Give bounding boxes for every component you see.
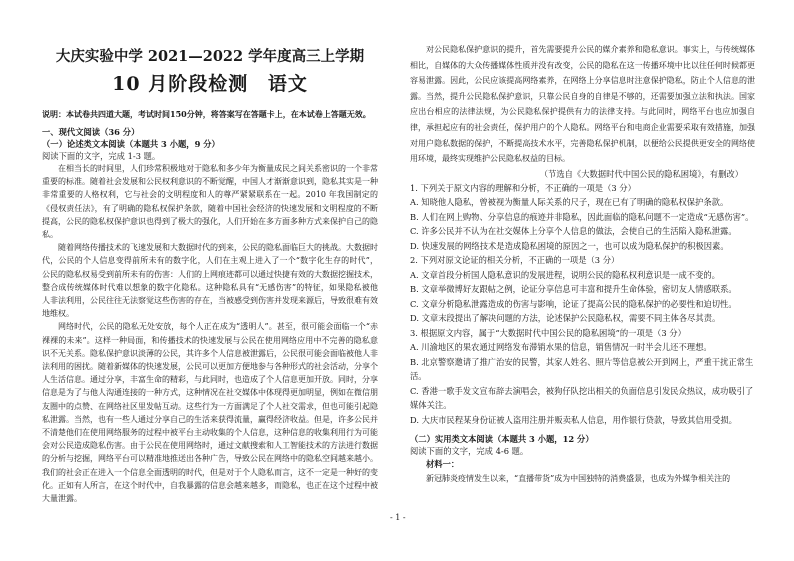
question-option: D. 快速发展的网络技术是造成隐私困境的原因之一，也可以成为隐私保护的积极因素。 (410, 240, 729, 251)
question-stem: 1. 下列关于原文内容的理解和分析，不正确的一项是（3 分） (410, 182, 636, 193)
question-block (410, 181, 755, 254)
question-option: A. 文章首段分析国人隐私意识的发展进程，说明公民的隐私权利意识是一成不变的。 (410, 269, 720, 280)
exam-school-title: 大庆实验中学 2021—2022 学年度高三上学期 (55, 48, 365, 65)
left-column (42, 40, 378, 505)
question-option: C. 文章分析隐私泄露造成的伤害与影响，论证了提高公民的隐私保护的必要性和迫切性。 (410, 298, 737, 309)
article-paragraph: 对公民隐私保护意识的提升，首先需要提升公民的媒介素养和隐私意识。事实上，与传统媒体相比，自媒体的大众传播媒体性质并没有改变，公民的隐私在这一传播环境中比以往任何时候都更容易泄露。因此，公民应该提高网络素养，在网络上分享信息时注意保护隐私，防止个人信息的泄露。当然，提升公民隐私保护意识，只靠公民自身的自律是不够的，还需要加强立法和执法。国家应出台相应的法律法规，为公民隐私保护提供有力的法律支持。与此同时，网络平台也应加强自律，承担起应有的社会责任，保护用户的个人隐私。网络平台和电商企业需要采取有效措施，加强对用户隐私数据的保护，不断提高技术水平，完善隐私保护机制，以便给公民提供更安全的网络使用环境，最终实现维护公民隐私权益的目标。 (410, 45, 755, 164)
question-option: B. 人们在网上购物、分享信息的痕迹并非隐私，因此面临的隐私问题不一定造成“无感伤害”。 (410, 211, 754, 222)
question-option: C. 香港一歌手发文宣布辞去演唱会，被狗仔队挖出相关的负面信息引发民众热议，成功吸引了媒体关注。 (410, 385, 754, 411)
question-option: A. 川渝地区的果农通过网络发布滞销水果的信息，销售情况一时半会儿还不理想。 (410, 342, 712, 353)
article-paragraph: 新冠肺炎疫情发生以来，“直播带货”成为中国独特的消费盛景，也成为外媒争相关注的 (426, 474, 731, 484)
article-paragraph: 随着网络传播技术的飞速发展和大数据时代的到来，公民的隐私面临巨大的挑战。大数据时代，公民的个人信息变得前所未有的数字化，人们在主观上进入了一个“数字化生存的时代”，公民的隐私权易受到前所未有的伤害：人们的上网痕迹都可以通过快捷有效的大数据挖掘技术，整合成传统媒体时代难以想象的数字化隐私。这种隐私具有“无感伤害”的特征，如果隐私被他人非法利用，公民往往无法察觉这些伤害的存在，当被感受到伤害并发现来源后，导致很难有效地维权。 (42, 243, 378, 319)
exam-title-part-b: 语文 (267, 73, 308, 95)
question-option: D. 大庆市民程某身份证被人盗用注册并贩卖私人信息，用作银行贷款，导致其信用受损。 (410, 414, 737, 425)
question-option: C. 许多公民并不认为在社交媒体上分享个人信息的做法，会使自己的生活陷入隐私泄露。 (410, 226, 737, 237)
article-paragraph: 网络时代，公民的隐私无处安放，每个人正在成为“透明人”。甚至，很可能会面临一个“赤裸裸的未来”。这样一种局面，和传播技术的快速发展与公民在使用网络应用中不完善的隐私意识不无关系。隐私保护意识淡薄的公民，其许多个人信息被泄露后，公民很可能会面临被他人非法利用的困扰。随着新媒体的快速发展，公民可以更加方便地参与各种形式的社会活动，分享个人生活信息。通过分享，丰富生命的精彩，与此同时，也造成了个人信息更加开放。同时，分享信息是为了与他人沟通连接的一种方式，这种情况在社交媒体中体现得更加明显，例如在微信朋友圈中的点赞、在网络社区里发帖互动。这些行为一方面满足了个人社交需求，但也可能引起隐私泄露。当然，也有一些人通过分享自己的生活来获得流量，赢得经济收益。但是，许多公民并不清楚他们在使用网络服务的过程中被平台主动收集的个人信息，这种信息的收集利用行为可能会对公民造成隐私伤害。由于公民在使用网络时，通过文献搜索和人工智能技术的方法进行数据的分析与挖掘，网络平台可以精准地推送出各种广告，导致公民在网络中的隐私空间越来越小。我们的社会正在进入一个信息全面透明的时代，但是对于个人隐私而言，这不一定是一种好的变化。正如有人所言，在这个时代中，自我暴露的信息会越来越多，而隐私，也正在这个过程中被大量泄露。 (42, 322, 378, 504)
subsection-heading: （一）论述类文本阅读（本题共 3 小题，9 分） (42, 139, 220, 149)
section-heading: 一、现代文阅读（36 分） (42, 127, 140, 137)
question-block (410, 326, 755, 428)
right-column (410, 42, 755, 487)
exam-main-title (42, 72, 378, 96)
question-stem: 3. 根据原文内容，属于“大数据时代中国公民的隐私困境”的一项是（3 分） (410, 327, 686, 338)
exam-notice: 说明：本试卷共四道大题，考试时间150分钟，将答案写在答题卡上，在本试卷上答题无效。 (42, 109, 371, 119)
exam-title-part-a: 10 月阶段检测 (112, 73, 249, 95)
article-paragraph: 在相当长的时间里，人们珍常积极地对于隐私和多少年为衡量成民之间关系密识的一个非常重要的标准。随着社会发展和公民权利意识的不断觉醒，中国人才渐渐意识到，隐私其实是一种非常重要的人格权利，它与社会的文明程度和人的尊严紧紧联系在一起。2010 年我国制定的《侵权责任法》，有了明确的隐私权保护条款，随着中国社会经济的快速发展和文明程度的不断提高，公民的隐私权保护意识也得到了极大的强化，人们开始在多方面多种方式来保护自己的隐私。 (42, 164, 378, 240)
question-stem: 2. 下列对原文论证的相关分析，不正确的一项是（3 分） (410, 255, 620, 266)
question-option: A. 知晓他人隐私，曾被视为衡量人际关系的尺子，现在已有了明确的隐私权保护条款。 (410, 197, 729, 208)
reading-instruction: 阅读下面的文字，完成 4-6 题。 (410, 446, 529, 457)
article-source: （节选自《大数据时代中国公民的隐私困境》，有删改） (539, 168, 743, 179)
material-label: 材料一： (426, 459, 460, 470)
question-block (410, 253, 755, 326)
question-option: B. 文章举微博好友跟帖之例，论证分享信息可丰富和提升生命体验，密切友人情感联系。 (410, 284, 737, 295)
question-option: D. 文章末段提出了解决问题的方法，论述保护公民隐私权，需要不同主体各尽其责。 (410, 313, 721, 324)
subsection-heading: （二）实用类文本阅读（本题共 3 小题，12 分） (410, 434, 594, 445)
page-number: - 1 - (390, 513, 406, 522)
question-option: B. 北京警察邀请了推广治安的民警，其家人姓名、照片等信息被公开到网上，严重干扰正常生活。 (410, 356, 754, 382)
reading-instruction: 阅读下面的文字，完成 1-3 题。 (42, 151, 161, 161)
